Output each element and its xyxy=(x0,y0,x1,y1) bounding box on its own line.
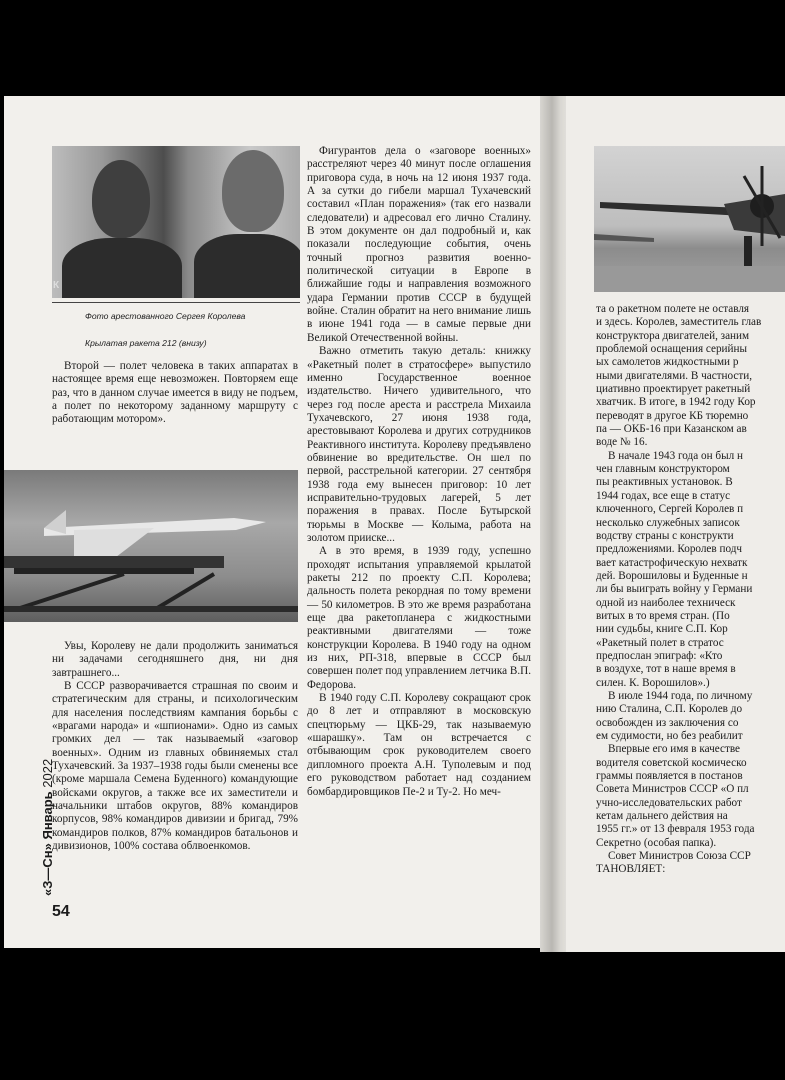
text-line: дей. Ворошиловы и Буденные н xyxy=(596,569,748,582)
text-line: воде № 16. xyxy=(596,436,648,449)
text-line: ключенного, Сергей Королев п xyxy=(596,503,744,516)
text-line: 1955 гг.» от 13 февраля 1953 года xyxy=(596,823,755,836)
page-number: 54 xyxy=(52,903,70,920)
text-line: граммы появляется в постанов xyxy=(596,770,743,783)
text-line: водству страны с конструкти xyxy=(596,529,734,542)
text-line: ли бы выиграть войну у Германи xyxy=(596,583,753,596)
text-line: В начале 1943 года он был н xyxy=(608,449,743,462)
text-line: предпослан эпиграф: «Кто xyxy=(596,649,723,662)
text-line: витых в то время стран. (По xyxy=(596,609,730,622)
text-column-1 xyxy=(52,360,298,427)
paragraph: Увы, Королеву не дали продолжить заниматься ни задачами сегодняшнего дня, ни дня завтрашнего... xyxy=(52,640,298,679)
rocket-illustration xyxy=(4,470,298,622)
paragraph: В 1940 году С.П. Королеву сокращают срок до 8 лет и отправляют в московскую спецтюрьму — ЦКБ-29, так называемую «шарашку». Там он встречается с отбывающим срок руководителем своего дипломного проекта А.Н. Туполевым и под его руководством работает над созданием бомбардировщиков Пе-2 и Ту-2. Но меч- xyxy=(307,692,531,798)
text-line: вает катастрофическую нехватк xyxy=(596,556,748,569)
text-line: нию Сталина, С.П. Королев до xyxy=(596,703,743,716)
text-line: учно-исследовательских работ xyxy=(596,796,742,809)
aircraft-photo xyxy=(594,146,785,292)
text-line: Совет Министров Союза ССР xyxy=(608,850,751,863)
text-line: «Ракетный полет в стратос xyxy=(596,636,724,649)
paragraph: В СССР разворачивается страшная по своим и стратегическим для страны, и психологическим для населения последствиям кампания борьбы с «врагами народа» и «шпионами». Одно из самых громких дел — так называемый «заговор военных». Одним из главных обвиняемых стал Тухачевский. За 1937–1938 годы были сменены все (кроме маршала Семена Буденного) командующие войсками округов, а также все их заместители и начальники штабов округов, 88% командиров корпусов, 98% командиров дивизии и бригад, 79% командиров полков, 87% командиров батальонов и дивизионов, 100% состава облвоенкомов. xyxy=(52,680,298,853)
text-line: ем судимости, но без реабилит xyxy=(596,730,743,742)
text-line: па — ОКБ-16 при Казанском ав xyxy=(596,423,747,436)
text-line: освобожден из заключения со xyxy=(596,716,739,729)
text-line: и здесь. Королев, заместитель глав xyxy=(596,316,762,329)
text-line: конструктора двигателей, заним xyxy=(596,329,750,342)
text-line: переводят в другое КБ тюремно xyxy=(596,409,749,422)
rocket-caption: Крылатая ракета 212 (внизу) xyxy=(85,338,207,348)
text-column-3 xyxy=(307,145,531,799)
aircraft-illustration xyxy=(594,146,785,292)
paragraph: Фигурантов дела о «заговоре военных» расстреляют через 40 минут после оглашения приговора суда, в ночь на 12 июня 1937 года. А за сутки до гибели маршал Тухачевский составил «План поражения» (так его назвали следователи) и адресовал его лично Сталину. В этом документе он дал подробный и, как показали последующие события, очень точный прогноз развития военно-политической ситуации в Европе в ближайшие годы и направления возможного удара Германии против СССР в будущей войне. Сталин обратит на него внимание лишь в июне 1941 года — в самые первые дни Великой Отечественной войны. xyxy=(307,145,531,344)
text-line: ными двигателями. В частности, xyxy=(596,369,753,382)
text-line: Впервые его имя в качестве xyxy=(608,743,741,756)
text-line: 1944 годах, все еще в статус xyxy=(596,489,731,502)
text-line: ых самолетов жидкостными р xyxy=(596,356,739,369)
text-column-2 xyxy=(52,640,298,854)
text-line: чен главным конструктором xyxy=(596,463,730,476)
paragraph: Важно отметить такую деталь: книжку «Ракетный полет в стратосфере» выпустило именно Государственное военное издательство. Ничего удивительного, что через год после ареста и расстрела Михаила Тухачевского, 27 июня 1938 года, арестовывают Королева и других сотрудников Реактивного института. Королеву предъявлено обвинение во вредительстве. Он шел по первой, расстрельной категории. 27 сентября 1938 года ему вынесен приговор: 10 лет исправительно-трудовых лагерей, 5 лет поражения в правах. После Бутырской тюрьмы в Москве — Колыма, работа на золотом прииске... xyxy=(307,345,531,544)
text-line: кетам дальнего действия на xyxy=(596,810,728,823)
text-line: одной из наиболее техническ xyxy=(596,596,736,609)
running-head xyxy=(40,759,55,896)
journal-name: «З—Сн» xyxy=(40,843,55,896)
text-line: проблемой оснащения серийны xyxy=(596,343,748,356)
photo-caption: Фото арестованного Сергея Королева xyxy=(85,311,246,321)
text-line: водителя советской космическо xyxy=(596,756,747,769)
text-column-4-cropped xyxy=(596,303,785,877)
text-line: хватчик. В итоге, в 1942 году Кор xyxy=(596,396,756,409)
text-line: предложениями. Королев подч xyxy=(596,543,743,556)
issue-month: Январь xyxy=(40,791,55,840)
text-line: несколько служебных записок xyxy=(596,516,740,529)
rocket-photo xyxy=(4,470,298,622)
text-line: та о ракетном полете не оставля xyxy=(596,303,750,315)
text-line: нии судьбы, книге С.П. Кор xyxy=(596,623,728,636)
portrait-photo xyxy=(52,146,300,298)
paragraph: Второй — полет человека в таких аппаратах в настоящее время еще невозможен. Повторяем еще раз, что в данном случае имеется в виду не подъем, а полет по некоторому заданному маршруту с работающим мотором». xyxy=(52,360,298,426)
text-line: Секретно (особая папка). xyxy=(596,836,717,849)
text-line: силен. К. Ворошилов».) xyxy=(596,676,710,689)
text-line: в воздухе, тот в наше время в xyxy=(596,663,736,676)
text-line: циативно проектирует ракетный xyxy=(596,383,751,396)
text-line: В июле 1944 года, по личному xyxy=(608,689,753,702)
caption-rule xyxy=(52,302,300,303)
corner-mark: К xyxy=(53,280,60,291)
text-line: ТАНОВЛЯЕТ: xyxy=(596,863,666,876)
text-line: Совета Министров СССР «О пл xyxy=(596,783,749,796)
paragraph: А в это время, в 1939 году, успешно проходят испытания управляемой крылатой ракеты 212 по проекту С.П. Королева; дальность полета рекордная по тому времени — 50 километров. В это же время разработана еще два ракетопланера с жидкостными реактивными двигателями — тоже конструкции Королева. В 1940 году на одном из них, РП-318, впервые в СССР был совершен полет под управлением летчика В.П. Федорова. xyxy=(307,545,531,691)
issue-year: 2022 xyxy=(40,758,55,788)
text-line: пы реактивных установок. В xyxy=(596,476,733,489)
